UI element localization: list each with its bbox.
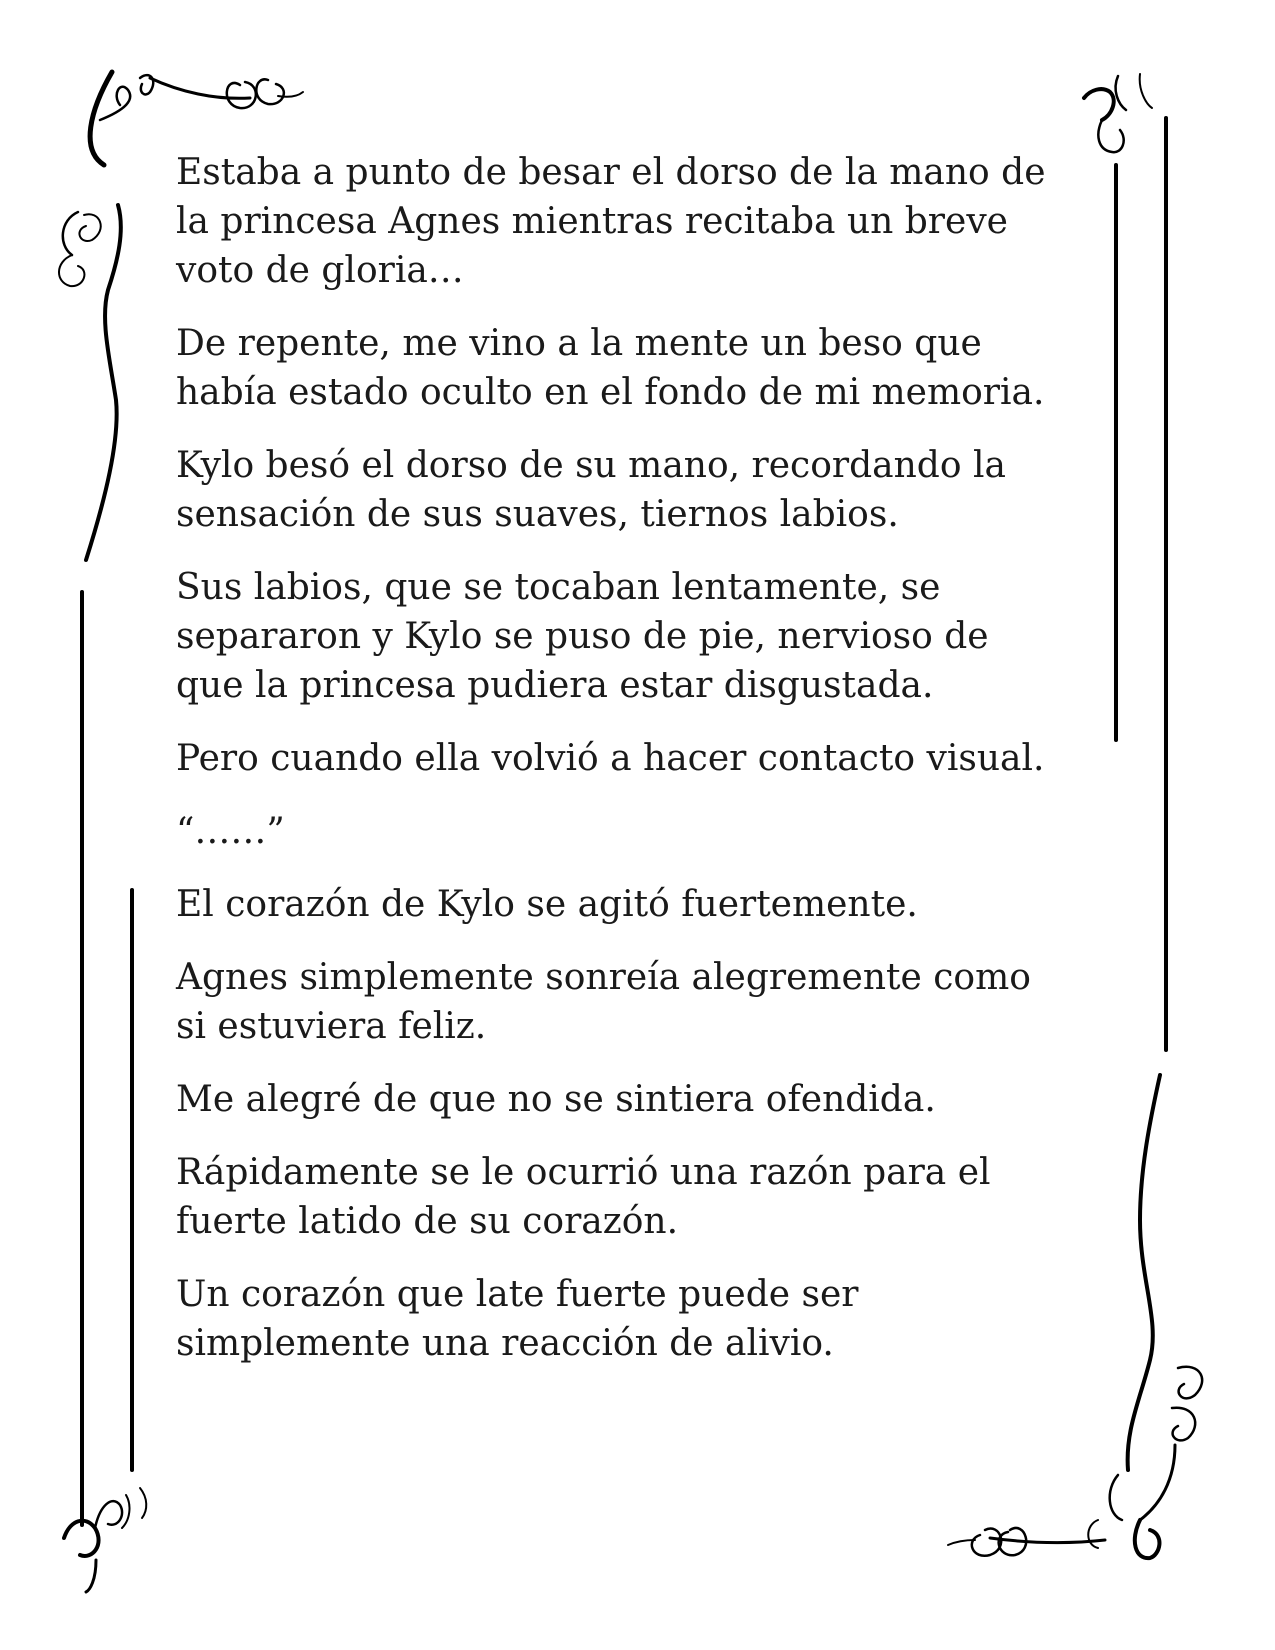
flourish-bottom-left <box>64 890 146 1592</box>
paragraph-2: De repente, me vino a la mente un beso que había estado oculto en el fondo de mi memoria. <box>176 323 1045 413</box>
paragraph-5: Pero cuando ella volvió a hacer contacto visual. <box>176 738 1045 779</box>
paragraph-7: El corazón de Kylo se agitó fuertemente. <box>176 884 918 925</box>
paragraph-11: Un corazón que late fuerte puede ser simplemente una reacción de alivio. <box>176 1274 859 1364</box>
paragraph-1: Estaba a punto de besar el dorso de la mano de la princesa Agnes mientras recitaba un breve voto de gloria… <box>176 152 1046 291</box>
paragraph-3: Kylo besó el dorso de su mano, recordando la sensación de sus suaves, tiernos labios. <box>176 445 1006 535</box>
paragraph-4: Sus labios, que se tocaban lentamente, se separaron y Kylo se puso de pie, nervioso de que la princesa pudiera estar disgustada. <box>176 567 989 706</box>
paragraph-6: “……” <box>176 811 285 852</box>
paragraph-9: Me alegré de que no se sintiera ofendida. <box>176 1079 936 1120</box>
flourish-top-right <box>1084 74 1166 1050</box>
paragraph-10: Rápidamente se le ocurrió una razón para el fuerte latido de su corazón. <box>176 1152 991 1242</box>
paragraph-8: Agnes simplemente sonreía alegremente como si estuviera feliz. <box>176 957 1031 1047</box>
story-text <box>176 148 1096 1392</box>
